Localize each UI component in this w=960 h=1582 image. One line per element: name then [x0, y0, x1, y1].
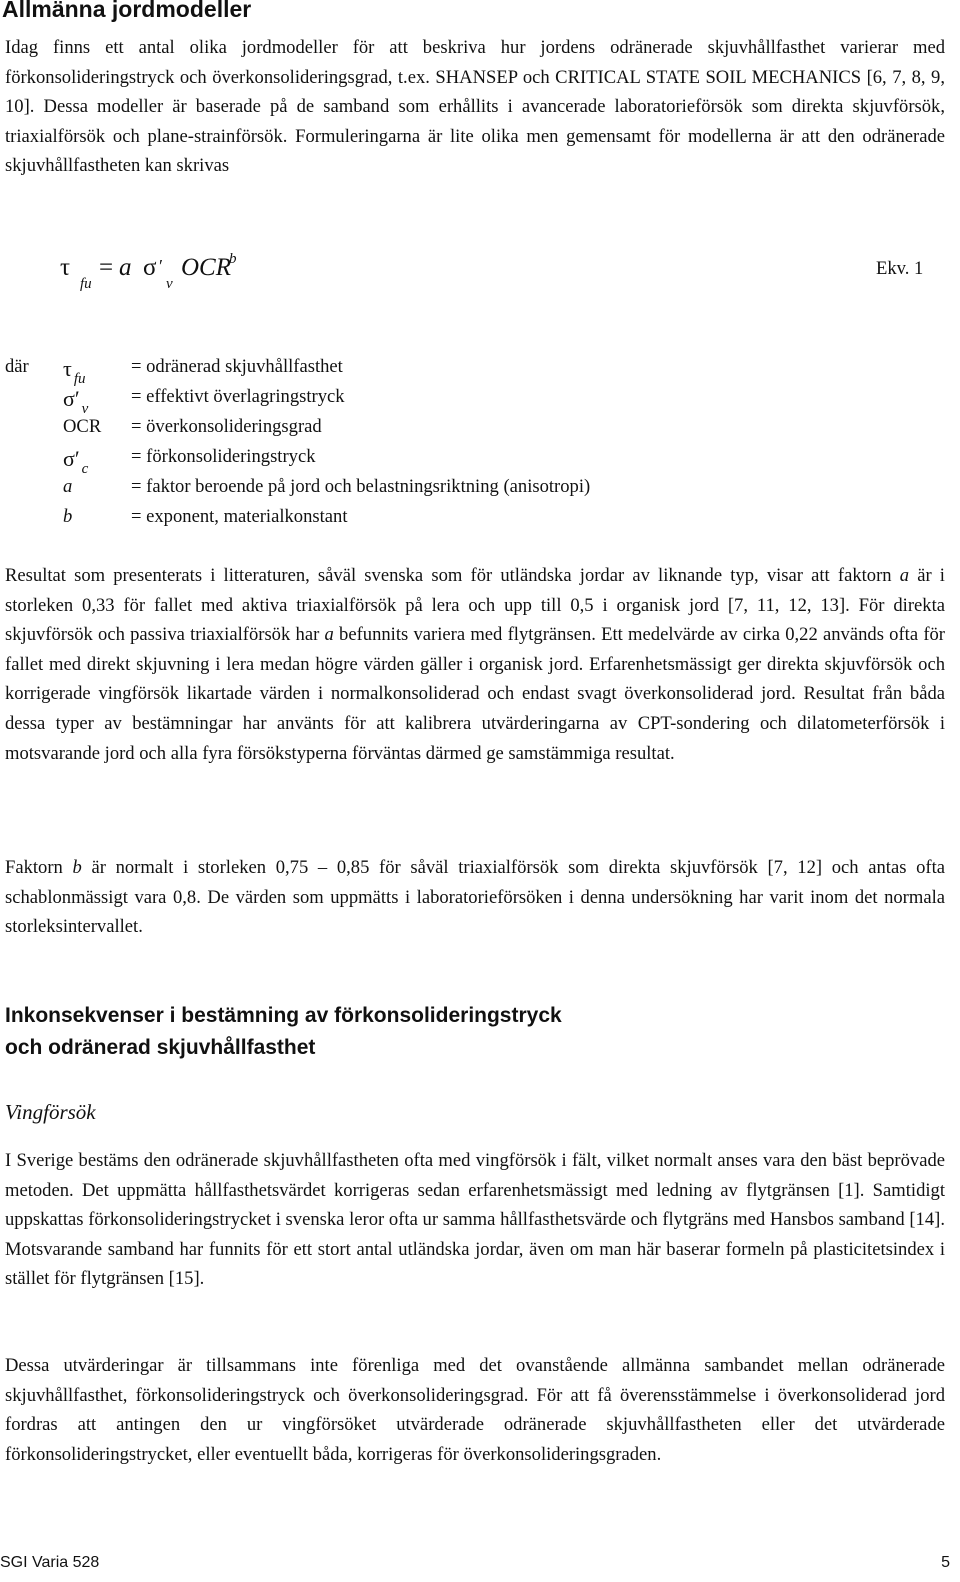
definition-symbol: τ $_{fu}$ [63, 356, 86, 387]
eq-equals: = [99, 254, 114, 281]
definition-description: = odränerad skjuvhållfasthet [131, 356, 343, 377]
definition-row [0, 356, 960, 386]
definition-row [0, 416, 960, 446]
definition-row [0, 446, 960, 476]
eq-prime: ′ [159, 256, 163, 276]
definition-row [0, 476, 960, 506]
paragraph-results: Resultat som presenterats i litteraturen, såväl svenska som för utländska jordar av liknande typ, visar att faktorn a är i storleken 0,33 för fallet med aktiva triaxialförsök på lera och upp till 0,5 i organisk jord [7, 11, 12, 13]. För direkta skjuvförsök och passiva triaxialförsök har a befunnits variera med flytgränsen. Ett medelvärde av cirka 0,22 används ofta för fallet med direkt skjuvning i lera medan högre värden gäller i organisk jord. Erfarenhetsmässigt ger direkta skjuvförsök och korrigerade vingförsök likartade värden i normalkonsoliderad och endast svagt överkonsoliderad jord. Resultat från båda dessa typer av bestämningar har använts för att kalibrera utvärderingarna av CPT-sondering och dilatometerförsök i motsvarande jord och alla fyra försökstyperna förväntas därmed ge samstämmiga resultat. [5, 565, 945, 764]
footer-publication: SGI Varia 528 [0, 1554, 100, 1571]
definition-description: = exponent, materialkonstant [131, 506, 348, 527]
definition-row [0, 506, 960, 536]
eq-sup-b: b [229, 251, 237, 267]
paragraph-vane-test: I Sverige bestäms den odränerade skjuvhållfastheten ofta med vingförsök i fält, vilket normalt anses vara den bäst beprövade metoden. Det uppmätta hållfasthetsvärdet korrigeras sedan erfarenhetsmässigt med ledning av flytgränsen [1]. Samtidigt uppskattas förkonsolideringstrycket i svenska leror ofta ur samma hållfasthetsvärde och flytgräns med Hansbos samband [14]. Motsvarande samband har funnits för ett stort antal utländska jordar, även om man här baserar formeln på plasticitetsindex i stället för flytgränsen [15]. [5, 1150, 945, 1290]
eq-a: a [119, 254, 132, 281]
paragraph-evaluations: Dessa utvärderingar är tillsammans inte förenliga med det ovanstående allmänna sambandet mellan odränerade skjuvhållfasthet, förkonsolideringstryck och överkonsolideringsgrad. För att få överensstämmelse i överkonsoliderad jord fordras att antingen den ur vingförsöket utvärderade odränerade skjuvhållfastheten eller det utvärderade förkonsolideringstrycket, eller eventuellt båda, korrigeras för överkonsolideringsgraden. [5, 1355, 945, 1465]
footer-page-number: 5 [941, 1554, 950, 1571]
eq-ocr: OCR [181, 254, 231, 281]
section-heading: Inkonsekvenser i bestämning av förkonsolideringstryck och odränerad skjuvhållfasthet [5, 1004, 562, 1059]
definition-symbol: b [63, 506, 73, 527]
eq-sigma: σ [143, 254, 157, 281]
paragraph-intro: Idag finns ett antal olika jordmodeller för att beskriva hur jordens odränerade skjuvhållfasthet varierar med förkonsolideringstryck och överkonsolideringsgrad, t.ex. SHANSEP och CRITICAL STATE SOIL MECHANICS [6, 7, 8, 9, 10]. Dessa modeller är baserade på de samband som erhållits i avancerade laboratorieförsök som direkta skjuvförsök, triaxialförsök och plane-strainförsök. Formuleringarna är lite olika men gemensamt för modellerna är att den odränerade skjuvhållfastheten kan skrivas [5, 37, 945, 177]
equation-label: Ekv. 1 [876, 258, 924, 279]
section-title: Allmänna jordmodeller [2, 0, 252, 22]
subsection-heading: Vingförsök [5, 1100, 96, 1124]
definition-description: = förkonsolideringstryck [131, 446, 316, 467]
definition-symbol: a [63, 476, 73, 497]
definition-description: = överkonsolideringsgrad [131, 416, 322, 437]
definition-row [0, 386, 960, 416]
eq-sub-fu: fu [80, 276, 92, 292]
paragraph-factor-b: Faktorn b är normalt i storleken 0,75 – 0,85 för såväl triaxialförsök som direkta skjuvförsök [7, 12] och antas ofta schablonmässigt vara 0,8. De värden som uppmätts i laboratorieförsöken i denna undersökning har varit inom det normala storleksintervallet. [5, 857, 945, 938]
definition-description: = faktor beroende på jord och belastningsriktning (anisotropi) [131, 476, 591, 497]
definition-symbol: σ′ $_c$ [63, 446, 89, 477]
definition-description: = effektivt överlagringstryck [131, 386, 345, 407]
definition-symbol: σ′ $_v$ [63, 386, 89, 417]
eq-sub-v: v [166, 276, 173, 292]
definitions-intro: där [5, 356, 29, 377]
eq-tau: τ [60, 254, 71, 281]
definition-symbol: OCR [63, 416, 102, 437]
